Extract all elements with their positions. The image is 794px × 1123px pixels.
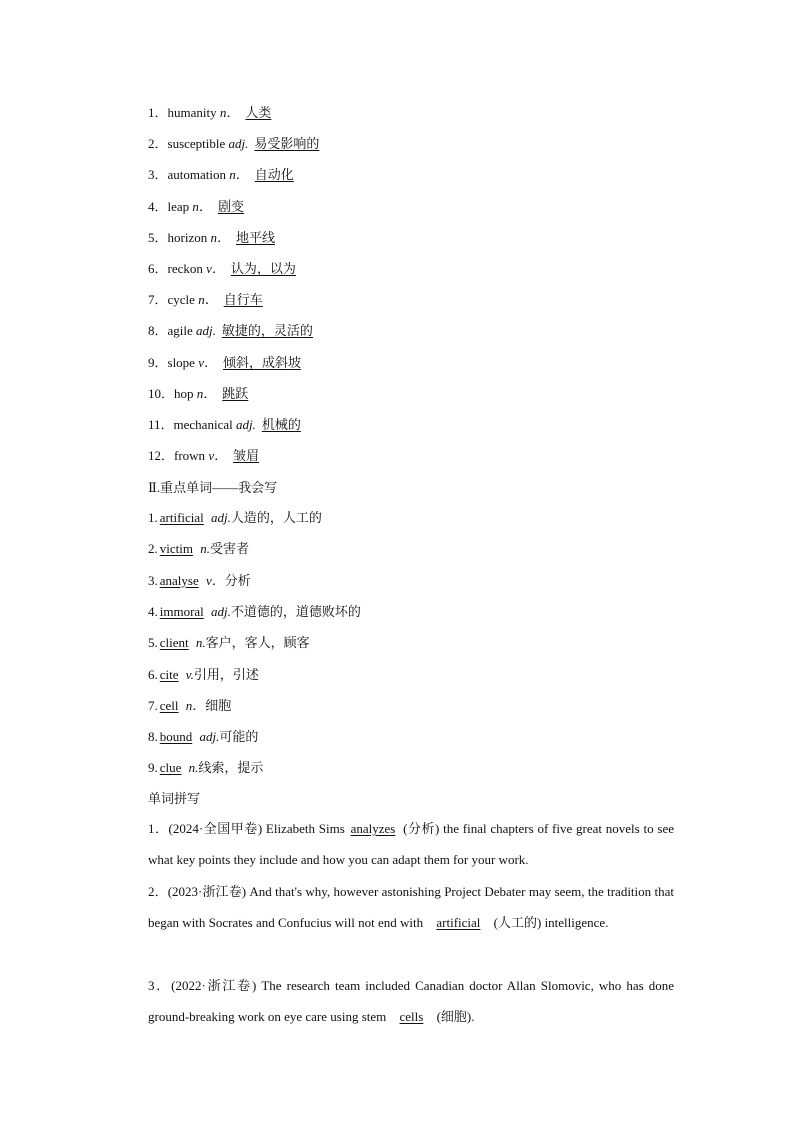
part-of-speech: n. [195,635,206,651]
write-item [148,666,259,684]
part-of-speech: adj. [228,136,249,152]
answer-text: 倾斜，成斜坡 [223,354,302,370]
write-item [148,509,322,527]
meaning-text: 分析 [224,572,251,588]
item-number: 4． [148,198,168,214]
item-number: 8. [148,729,158,745]
part-of-speech: n． [229,167,249,183]
part-of-speech: v. [185,666,194,682]
part-of-speech: v． [208,448,228,464]
item-number: 1． [148,821,169,836]
item-number: 3． [148,978,172,993]
part-of-speech: v． [206,261,225,276]
item-number: 2. [148,541,158,557]
item-number: 1. [148,510,158,525]
item-number: 2． [148,884,168,899]
vocab-item [148,198,248,216]
part-of-speech: n． [196,385,217,401]
part-of-speech: v． [205,572,225,588]
item-number: 11． [148,417,174,432]
write-item [148,697,231,715]
answer-text: 认为，以为 [230,261,296,276]
part-of-speech: n． [210,229,230,245]
meaning-text: 受害者 [209,541,249,557]
vocab-item [148,416,305,434]
write-item [148,603,361,621]
meaning-text: 引用，引述 [193,666,259,682]
part-of-speech: n． [198,292,218,308]
vocab-item [148,291,267,309]
answer-text: 敏捷的，灵活的 [221,323,313,339]
vocab-word: slope [167,354,195,370]
answer-text: 自动化 [254,167,294,183]
exercise-text-before: (2024·全国甲卷) Elizabeth Sims [168,821,349,836]
meaning-text: 客户，客人，顾客 [205,635,310,651]
answer-text: 皱眉 [233,448,260,464]
meaning-text: 线索，提示 [198,760,264,776]
exercise-text-after: (细胞). [433,1009,475,1024]
vocab-item [148,447,263,465]
exercise-text-after: (人工的) intelligence. [490,915,609,930]
item-number: 9． [148,354,168,370]
vocab-word: cycle [167,292,195,308]
item-number: 1． [148,105,168,120]
vocab-item [148,166,298,184]
answer-text: victim [159,541,193,557]
part-of-speech: adj. [196,323,216,339]
exercise-text-after: (分析) the final chapters of five great novels to see what key points they include and how you can adapt them for your work. [148,821,674,867]
answer-text: 地平线 [236,229,276,245]
vocab-item [148,354,305,372]
item-number: 10． [148,385,175,401]
part-of-speech: adj. [211,510,231,525]
exercise-text-before: (2022·浙江卷) The research team included Canadian doctor Allan Slomovic, who has done ground-breaking work on eye care using stem [148,978,674,1024]
answer-text: immoral [159,603,204,619]
vocab-word: reckon [167,261,203,276]
answer-text: cell [159,697,179,713]
vocab-item [148,260,300,278]
meaning-text: 不道德的，道德败坏的 [230,603,361,619]
vocab-item [148,322,317,340]
item-number: 7. [148,697,158,713]
part-of-speech: v． [198,354,217,370]
exercise-item [148,970,674,1032]
write-item [148,728,258,746]
meaning-text: 细胞 [205,697,232,713]
item-number: 9. [148,760,158,776]
answer-text: clue [159,760,182,776]
exercise-item [148,876,674,938]
item-number: 5. [148,635,158,651]
part-of-speech: n． [192,198,212,214]
item-number: 5． [148,229,168,245]
item-number: 6． [148,261,168,276]
part-of-speech: adj. [199,729,220,745]
answer-text: cite [159,666,179,682]
answer-text: 机械的 [261,417,301,432]
part-of-speech: n． [219,105,240,120]
part-of-speech: adj. [235,417,256,432]
vocab-word: hop [174,385,194,401]
write-item [148,572,251,590]
answer-text: 易受影响的 [254,136,320,152]
vocab-word: humanity [167,105,217,120]
answer-text: 剧变 [217,198,244,214]
answer-text: artificial [436,915,481,930]
vocab-word: agile [167,323,193,339]
write-item [148,759,263,777]
answer-text: client [159,635,189,651]
vocab-item [148,104,275,122]
answer-text: bound [159,729,193,745]
write-item [148,634,310,652]
item-number: 4. [148,603,158,619]
part-of-speech: n. [200,541,210,557]
section-heading-key-words: Ⅱ.重点单词——我会写 [148,480,278,495]
item-number: 8． [148,323,168,339]
answer-text: 自行车 [223,292,263,308]
part-of-speech: adj. [211,603,231,619]
exercise-item [148,813,674,875]
answer-text: artificial [159,510,204,525]
exercise-text-before: (2023·浙江卷) And that's why, however astonishing Project Debater may seem, the tradition that began with Socrates and Confucius will not end with [148,884,674,930]
vocab-word: horizon [167,229,208,245]
part-of-speech: n. [188,760,199,776]
answer-text: analyzes [350,821,396,836]
vocab-item [148,385,252,403]
vocab-item [148,135,323,153]
item-number: 3. [148,572,158,588]
vocab-word: automation [167,167,227,183]
answer-text: 跳跃 [222,385,249,401]
write-item [148,540,249,558]
item-number: 2． [148,136,168,152]
section-heading-spelling: 单词拼写 [148,791,201,806]
vocab-word: leap [167,198,190,214]
item-number: 7． [148,292,168,308]
vocab-word: susceptible [167,136,226,152]
part-of-speech: n． [185,697,206,713]
answer-text: analyse [159,572,199,588]
item-number: 3． [148,167,168,183]
meaning-text: 可能的 [219,729,259,745]
item-number: 6. [148,666,158,682]
vocab-item [148,229,279,247]
vocab-word: frown [174,448,206,464]
answer-text: 人类 [245,105,272,120]
item-number: 12． [148,448,175,464]
meaning-text: 人造的，人工的 [230,510,322,525]
vocab-word: mechanical [173,417,233,432]
answer-text: cells [399,1009,424,1024]
